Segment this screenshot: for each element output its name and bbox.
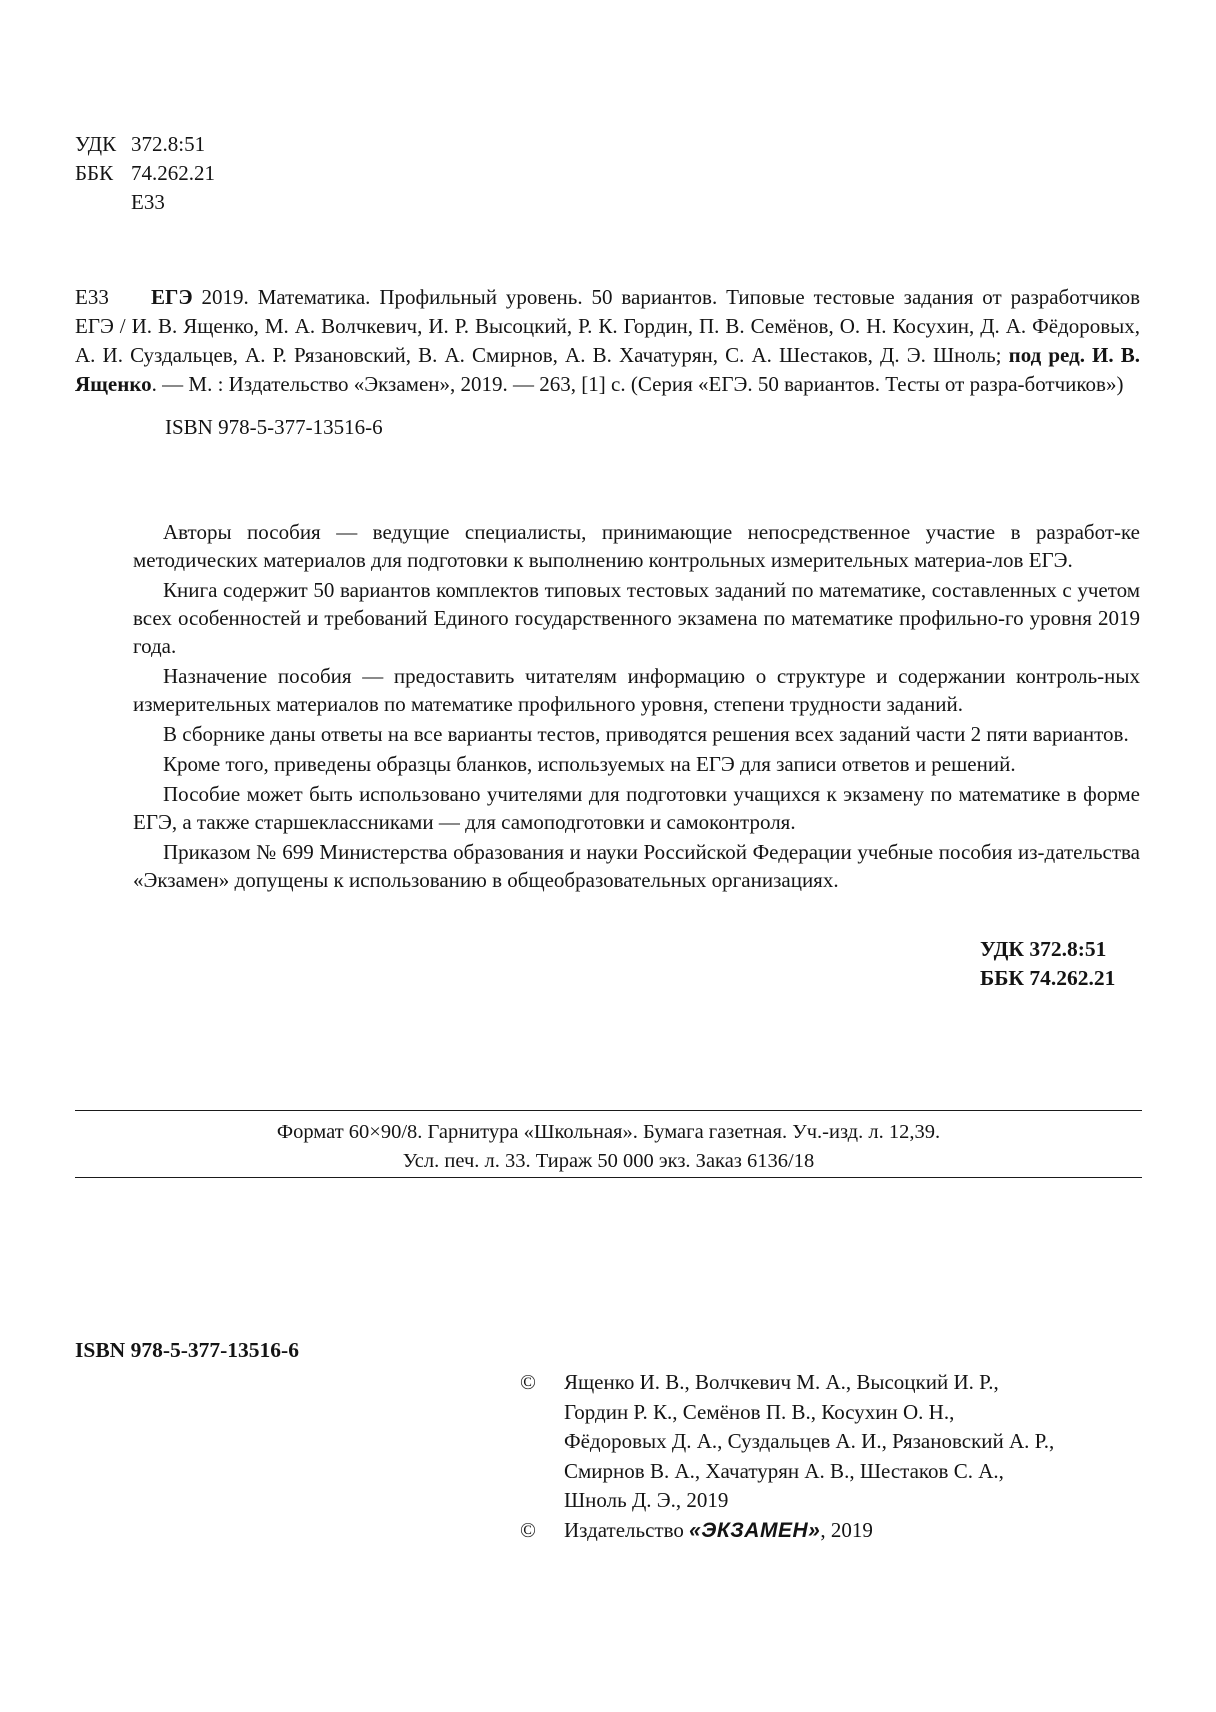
author-code: Е33 bbox=[131, 190, 165, 214]
publisher-year: , 2019 bbox=[820, 1517, 873, 1542]
annotation-paragraph: Назначение пособия — предоставить читателям информацию о структуре и содержании контроль-ных измерительных материалов по математике профильного уровня, степени трудности заданий. bbox=[133, 664, 1140, 716]
record-line-3: П. В. Семёнов, О. Н. Косухин, Д. А. Фёдоровых, А. И. Суздальцев, А. Р. Рязановский, bbox=[75, 314, 1141, 367]
imprint-line-2: Усл. печ. л. 33. Тираж 50 000 экз. Заказ 6136/18 bbox=[402, 1150, 815, 1172]
publisher-prefix: Издательство bbox=[564, 1517, 690, 1542]
annotation-paragraph: Книга содержит 50 вариантов комплектов типовых тестовых заданий по математике, составленных с учетом всех особенностей и требований Единого государственного экзамена по математике профильно-го уровня 2019 года. bbox=[133, 578, 1140, 658]
record-line-4-end: . — bbox=[151, 372, 184, 396]
copyright-author-line: Шноль Д. Э., 2019 bbox=[564, 1488, 729, 1512]
bibliographic-record bbox=[75, 283, 1140, 442]
imprint-line-1: Формат 60×90/8. Гарнитура «Школьная». Бумага газетная. Уч.-изд. л. 12,39. bbox=[276, 1121, 941, 1143]
record-line-4: В. А. Смирнов, А. В. Хачатурян, С. А. Шестаков, Д. Э. Шноль; bbox=[418, 343, 1002, 367]
copyright-symbol: © bbox=[520, 1370, 536, 1394]
record-line-1: 2019. Математика. Профильный уровень. 50 вариантов. Типовые тестовые задания от bbox=[201, 285, 1002, 309]
copyright-block bbox=[520, 1368, 1160, 1545]
copyright-author-line: Ященко И. В., Волчкевич М. А., Высоцкий И. Р., bbox=[564, 1370, 999, 1394]
copyright-author-line: Смирнов В. А., Хачатурян А. В., Шестаков С. А., bbox=[564, 1458, 1004, 1483]
copyright-author-line: Фёдоровых Д. А., Суздальцев А. И., Рязановский А. Р., bbox=[564, 1429, 1055, 1453]
bibliographic-description bbox=[75, 283, 1140, 399]
annotation-paragraph: Приказом № 699 Министерства образования и науки Российской Федерации учебные пособия из-дательства «Экзамен» допущены к использованию в общеобразовательных организациях. bbox=[133, 840, 1140, 892]
copyright-publisher bbox=[520, 1516, 1160, 1546]
annotation bbox=[133, 518, 1140, 896]
copyright-authors bbox=[520, 1368, 1160, 1516]
footer-udk: УДК 372.8:51 bbox=[980, 937, 1107, 961]
isbn-bottom: ISBN 978-5-377-13516-6 bbox=[75, 1338, 299, 1362]
bbk-value: 74.262.21 bbox=[131, 161, 215, 185]
imprint-top-rule bbox=[75, 1110, 1142, 1111]
bbk-row bbox=[75, 159, 215, 188]
copyright-author-line: Гордин Р. К., Семёнов П. В., Косухин О. Н., bbox=[564, 1399, 955, 1424]
publisher-name: «ЭКЗАМЕН» bbox=[689, 1518, 821, 1542]
record-editor: под ред. И. В. Ященко bbox=[75, 343, 1141, 396]
udk-label: УДК bbox=[75, 132, 117, 156]
annotation-paragraph: Авторы пособия — ведущие специалисты, принимающие непосредственное участие в разработ-ке методических материалов для подготовки к выполнению контрольных измерительных материа-лов ЕГЭ. bbox=[133, 520, 1140, 572]
record-line-2: разработчиков ЕГЭ / И. В. Ященко, М. А. Волчкевич, И. Р. Высоцкий, Р. К. Гордин, bbox=[75, 285, 1140, 338]
record-title-abbr: ЕГЭ bbox=[151, 285, 193, 309]
copyright-publisher-text bbox=[564, 1516, 1160, 1546]
annotation-paragraph: Пособие может быть использовано учителями для подготовки учащихся к экзамену по математике в форме ЕГЭ, а также старшеклассниками — для самоподготовки и самоконтроля. bbox=[133, 782, 1140, 834]
record-line-6: ботчиков») bbox=[1024, 372, 1124, 396]
record-isbn: ISBN 978-5-377-13516-6 bbox=[165, 415, 383, 439]
record-code: Е33 bbox=[75, 285, 109, 309]
copyright-symbol: © bbox=[520, 1517, 536, 1542]
record-line-5: М. : Издательство «Экзамен», 2019. — 263, [1] с. (Серия «ЕГЭ. 50 вариантов. Тесты от разра- bbox=[188, 372, 1025, 396]
imprint bbox=[75, 1118, 1142, 1176]
udk-row bbox=[75, 130, 215, 159]
copyright-authors-text bbox=[564, 1368, 1160, 1516]
udk-value: 372.8:51 bbox=[131, 132, 206, 156]
annotation-paragraph: В сборнике даны ответы на все варианты тестов, приводятся решения всех заданий части 2 пяти вариантов. bbox=[163, 722, 1129, 746]
classification-codes bbox=[75, 130, 215, 217]
bbk-label: ББК bbox=[75, 161, 114, 185]
imprint-bottom-rule bbox=[75, 1177, 1142, 1178]
footer-bbk: ББК 74.262.21 bbox=[980, 966, 1116, 990]
annotation-paragraph: Кроме того, приведены образцы бланков, используемых на ЕГЭ для записи ответов и решений. bbox=[163, 752, 1016, 776]
footer-classification bbox=[980, 935, 1115, 993]
